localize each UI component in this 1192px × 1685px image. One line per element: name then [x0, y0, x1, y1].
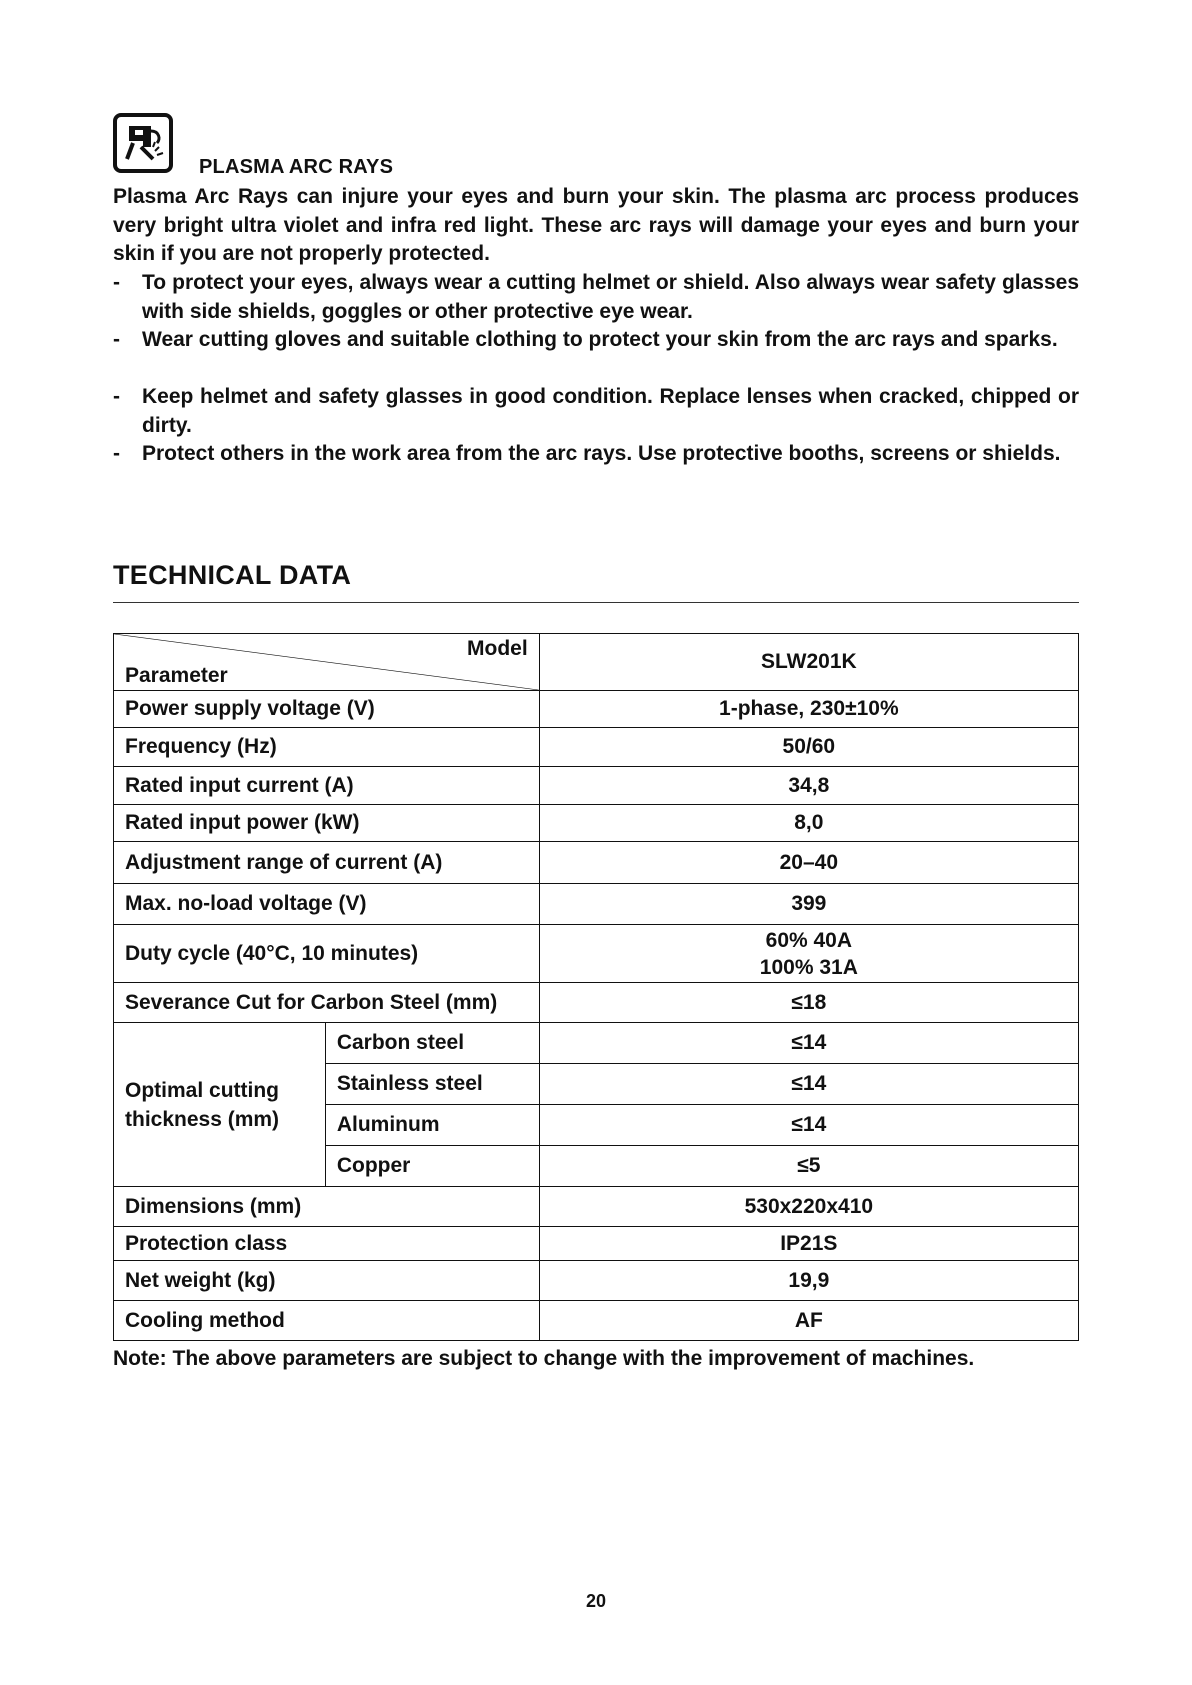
welding-helmet-icon: [113, 113, 173, 173]
value-cell: 20–40: [539, 842, 1078, 884]
value-cell: 50/60: [539, 728, 1078, 767]
optimal-cutting-label: Optimal cutting thickness (mm): [114, 1023, 326, 1187]
bullet-text: Keep helmet and safety glasses in good condition. Replace lenses when cracked, chipped or dirty.: [142, 385, 1079, 437]
value-cell: [539, 925, 1078, 983]
param-cell: Cooling method: [114, 1301, 540, 1341]
param-cell: Rated input power (kW): [114, 805, 540, 842]
table-row: [114, 983, 1079, 1023]
bullet-marker: -: [113, 442, 120, 465]
material-cell: Copper: [325, 1146, 539, 1187]
table-row: [114, 884, 1079, 925]
table-row: [114, 842, 1079, 884]
title-divider: [113, 602, 1079, 603]
safety-bullet: [113, 383, 1079, 440]
section-heading: PLASMA ARC RAYS: [199, 156, 394, 178]
bullet-text: Protect others in the work area from the arc rays. Use protective booths, screens or shields.: [142, 442, 1061, 465]
value-cell: 34,8: [539, 767, 1078, 805]
param-cell: Net weight (kg): [114, 1261, 540, 1301]
page-number: 20: [585, 1591, 607, 1611]
material-cell: Aluminum: [325, 1105, 539, 1146]
value-cell: ≤14: [539, 1105, 1078, 1146]
table-row: [114, 767, 1079, 805]
table-row: [114, 1187, 1079, 1227]
value-cell: ≤5: [539, 1146, 1078, 1187]
safety-bullet: [113, 269, 1079, 326]
technical-data-title: TECHNICAL DATA: [113, 560, 352, 590]
table-header-row: [114, 634, 1079, 691]
value-cell: AF: [539, 1301, 1078, 1341]
table-row: [114, 728, 1079, 767]
value-cell: 399: [539, 884, 1078, 925]
bullet-marker: -: [113, 328, 120, 351]
technical-data-table: [113, 633, 1079, 1341]
value-cell: ≤14: [539, 1064, 1078, 1105]
model-label: Model: [467, 637, 528, 660]
value-cell: 8,0: [539, 805, 1078, 842]
param-cell: Frequency (Hz): [114, 728, 540, 767]
param-cell: Rated input current (A): [114, 767, 540, 805]
bullet-marker: -: [113, 385, 120, 408]
param-cell: Severance Cut for Carbon Steel (mm): [114, 983, 540, 1023]
value-cell: IP21S: [539, 1227, 1078, 1261]
duty-cycle-line-1: 60% 40A: [765, 928, 853, 952]
table-row: [114, 1301, 1079, 1341]
value-cell: 530x220x410: [539, 1187, 1078, 1227]
table-row: [114, 805, 1079, 842]
material-cell: Carbon steel: [325, 1023, 539, 1064]
param-cell: Max. no-load voltage (V): [114, 884, 540, 925]
param-cell: Protection class: [114, 1227, 540, 1261]
bullet-marker: -: [113, 271, 120, 294]
table-row: [114, 925, 1079, 983]
table-note: Note: The above parameters are subject to change with the improvement of machines.: [113, 1347, 975, 1370]
table-row: [114, 1227, 1079, 1261]
table-row: [114, 1023, 1079, 1064]
duty-cycle-line-2: 100% 31A: [759, 955, 858, 979]
param-cell: Power supply voltage (V): [114, 691, 540, 728]
param-cell: Duty cycle (40°C, 10 minutes): [114, 925, 540, 983]
parameter-label: Parameter: [125, 664, 228, 687]
value-cell: ≤14: [539, 1023, 1078, 1064]
model-name: SLW201K: [539, 634, 1078, 691]
safety-bullet: [113, 326, 1079, 355]
diagonal-header-cell: [114, 634, 540, 691]
bullet-text: To protect your eyes, always wear a cutting helmet or shield. Also always wear safety glasses with side shields, goggles or other protective eye wear.: [142, 271, 1079, 323]
value-cell: 19,9: [539, 1261, 1078, 1301]
value-cell: ≤18: [539, 983, 1078, 1023]
safety-bullet: [113, 440, 1079, 469]
table-row: [114, 1261, 1079, 1301]
bullet-text: Wear cutting gloves and suitable clothing to protect your skin from the arc rays and sparks.: [142, 328, 1058, 351]
param-cell: Dimensions (mm): [114, 1187, 540, 1227]
material-cell: Stainless steel: [325, 1064, 539, 1105]
param-cell: Adjustment range of current (A): [114, 842, 540, 884]
table-row: [114, 691, 1079, 728]
value-cell: 1-phase, 230±10%: [539, 691, 1078, 728]
safety-intro-paragraph: Plasma Arc Rays can injure your eyes and burn your skin. The plasma arc process produces very bright ultra violet and infra red light. These arc rays will damage your eyes and burn your skin if you are not properly protected.: [113, 185, 1079, 266]
